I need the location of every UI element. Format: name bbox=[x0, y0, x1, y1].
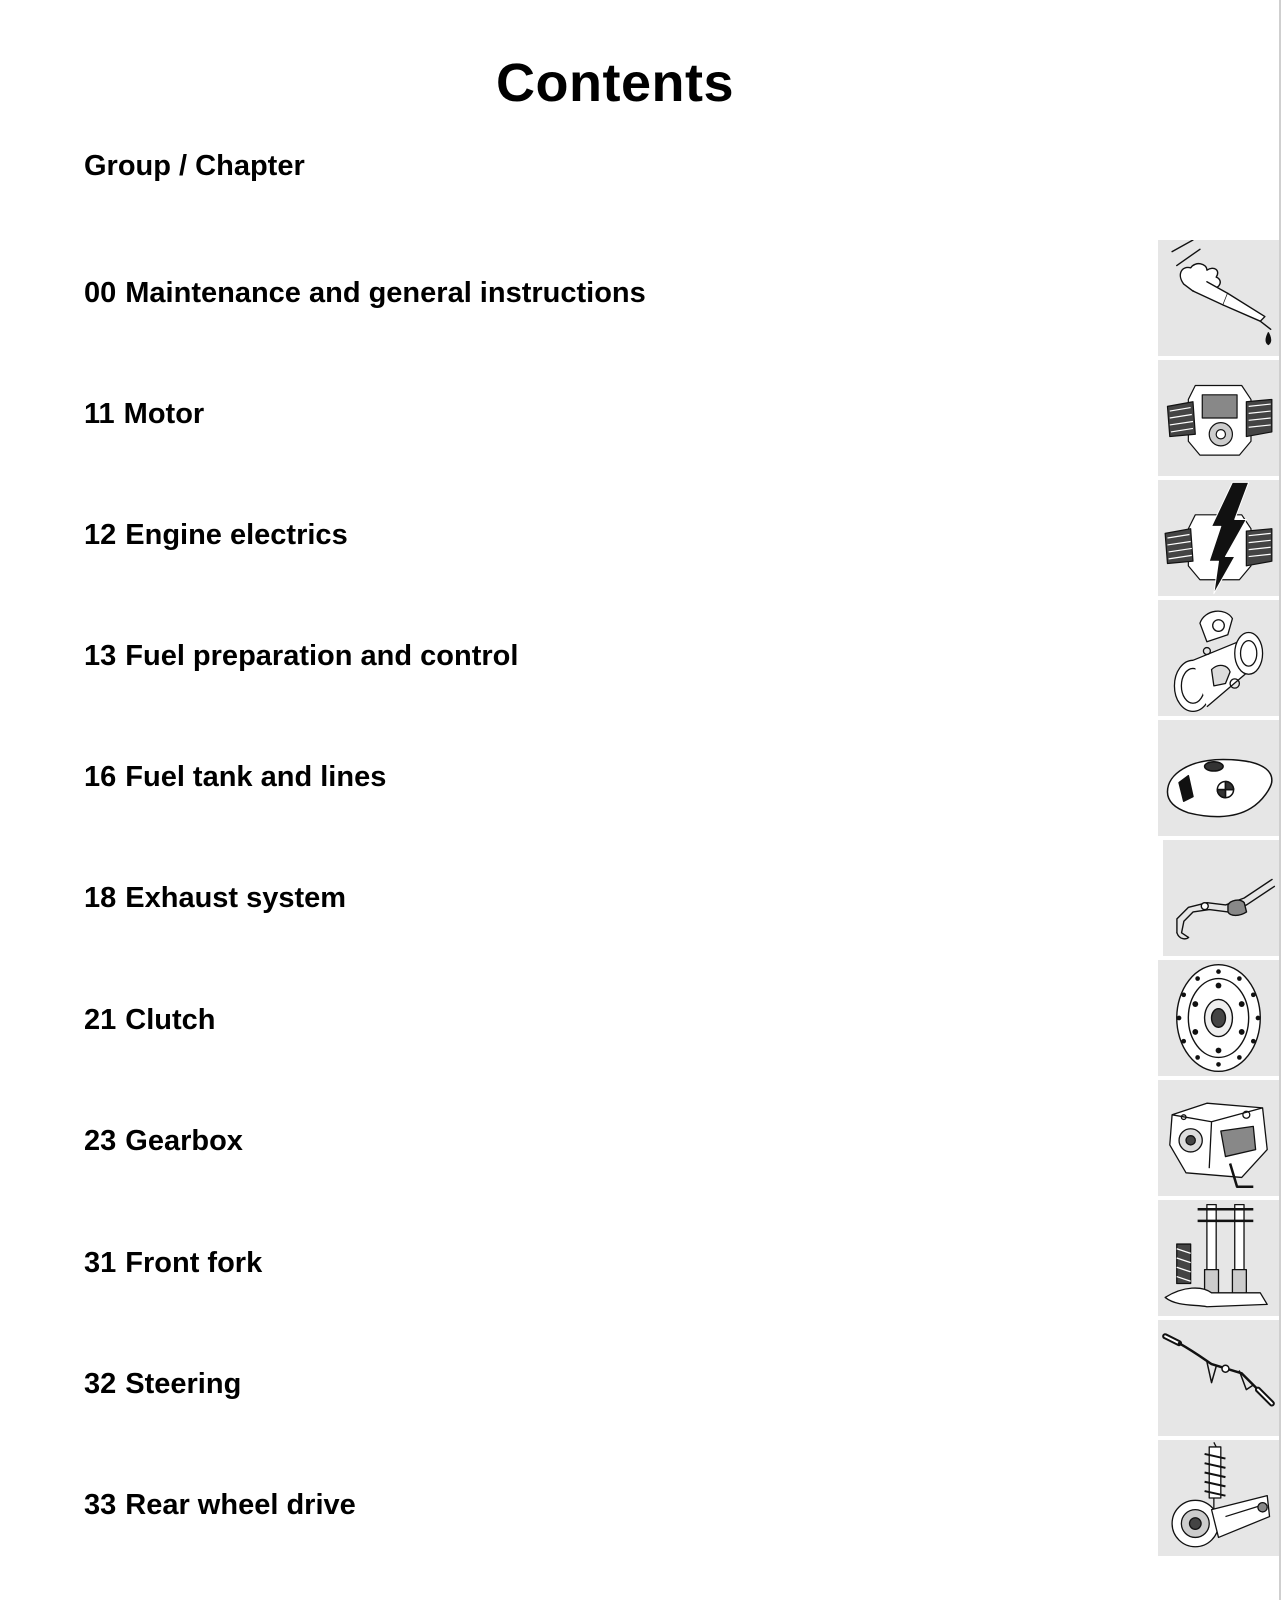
chapter-number: 32 bbox=[84, 1368, 117, 1400]
group-chapter-heading: Group / Chapter bbox=[84, 150, 305, 182]
tab-13[interactable] bbox=[1158, 600, 1279, 718]
rear-wheel-drive-icon bbox=[1158, 1440, 1279, 1556]
chapter-18[interactable] bbox=[84, 882, 346, 915]
chapter-number: 31 bbox=[84, 1247, 117, 1279]
chapter-number: 23 bbox=[84, 1125, 117, 1157]
chapter-title: Front fork bbox=[125, 1247, 263, 1279]
chapter-12[interactable] bbox=[84, 519, 348, 552]
engine-icon bbox=[1158, 360, 1279, 476]
chapter-number: 13 bbox=[84, 640, 117, 672]
chapter-title: Maintenance and general instructions bbox=[125, 277, 646, 309]
chapter-16[interactable] bbox=[84, 761, 386, 794]
chapter-number: 11 bbox=[84, 398, 115, 430]
chapter-number: 00 bbox=[84, 277, 117, 309]
chapter-31[interactable] bbox=[84, 1247, 262, 1280]
chapter-33[interactable] bbox=[84, 1489, 356, 1522]
engine-lightning-icon bbox=[1158, 480, 1279, 596]
chapter-number: 21 bbox=[84, 1004, 117, 1036]
chapter-title: Rear wheel drive bbox=[125, 1489, 356, 1521]
tab-21[interactable] bbox=[1158, 960, 1279, 1078]
chapter-11[interactable] bbox=[84, 398, 204, 431]
tab-12[interactable] bbox=[1158, 480, 1279, 598]
chapter-number: 33 bbox=[84, 1489, 117, 1521]
tab-33[interactable] bbox=[1158, 1440, 1279, 1558]
chapter-number: 12 bbox=[84, 519, 117, 551]
tab-16[interactable] bbox=[1158, 720, 1279, 838]
chapter-title: Fuel tank and lines bbox=[125, 761, 387, 793]
chapter-number: 16 bbox=[84, 761, 117, 793]
chapter-23[interactable] bbox=[84, 1125, 243, 1158]
chapter-title: Engine electrics bbox=[125, 519, 348, 551]
handlebar-icon bbox=[1158, 1320, 1279, 1436]
throttle-body-icon bbox=[1158, 600, 1279, 716]
exhaust-pipe-icon bbox=[1163, 840, 1279, 956]
tab-11[interactable] bbox=[1158, 360, 1279, 478]
chapter-21[interactable] bbox=[84, 1004, 215, 1037]
chapter-title: Steering bbox=[125, 1368, 242, 1400]
chapter-title: Motor bbox=[123, 398, 205, 430]
tab-23[interactable] bbox=[1158, 1080, 1279, 1198]
tab-00[interactable] bbox=[1158, 240, 1279, 358]
chapter-32[interactable] bbox=[84, 1368, 241, 1401]
tab-31[interactable] bbox=[1158, 1200, 1279, 1318]
chapter-13[interactable] bbox=[84, 640, 518, 673]
chapter-title: Clutch bbox=[125, 1004, 216, 1036]
tab-32[interactable] bbox=[1158, 1320, 1279, 1438]
oil-can-hand-icon bbox=[1158, 240, 1279, 356]
chapter-title: Fuel preparation and control bbox=[125, 640, 519, 672]
page-title: Contents bbox=[496, 53, 734, 113]
chapter-title: Exhaust system bbox=[125, 882, 347, 914]
chapter-title: Gearbox bbox=[125, 1125, 243, 1157]
gearbox-icon bbox=[1158, 1080, 1279, 1196]
tab-18[interactable] bbox=[1163, 840, 1279, 958]
clutch-disc-icon bbox=[1158, 960, 1279, 1076]
fuel-tank-icon bbox=[1158, 720, 1279, 836]
front-fork-icon bbox=[1158, 1200, 1279, 1316]
chapter-00[interactable] bbox=[84, 277, 646, 310]
chapter-number: 18 bbox=[84, 882, 117, 914]
